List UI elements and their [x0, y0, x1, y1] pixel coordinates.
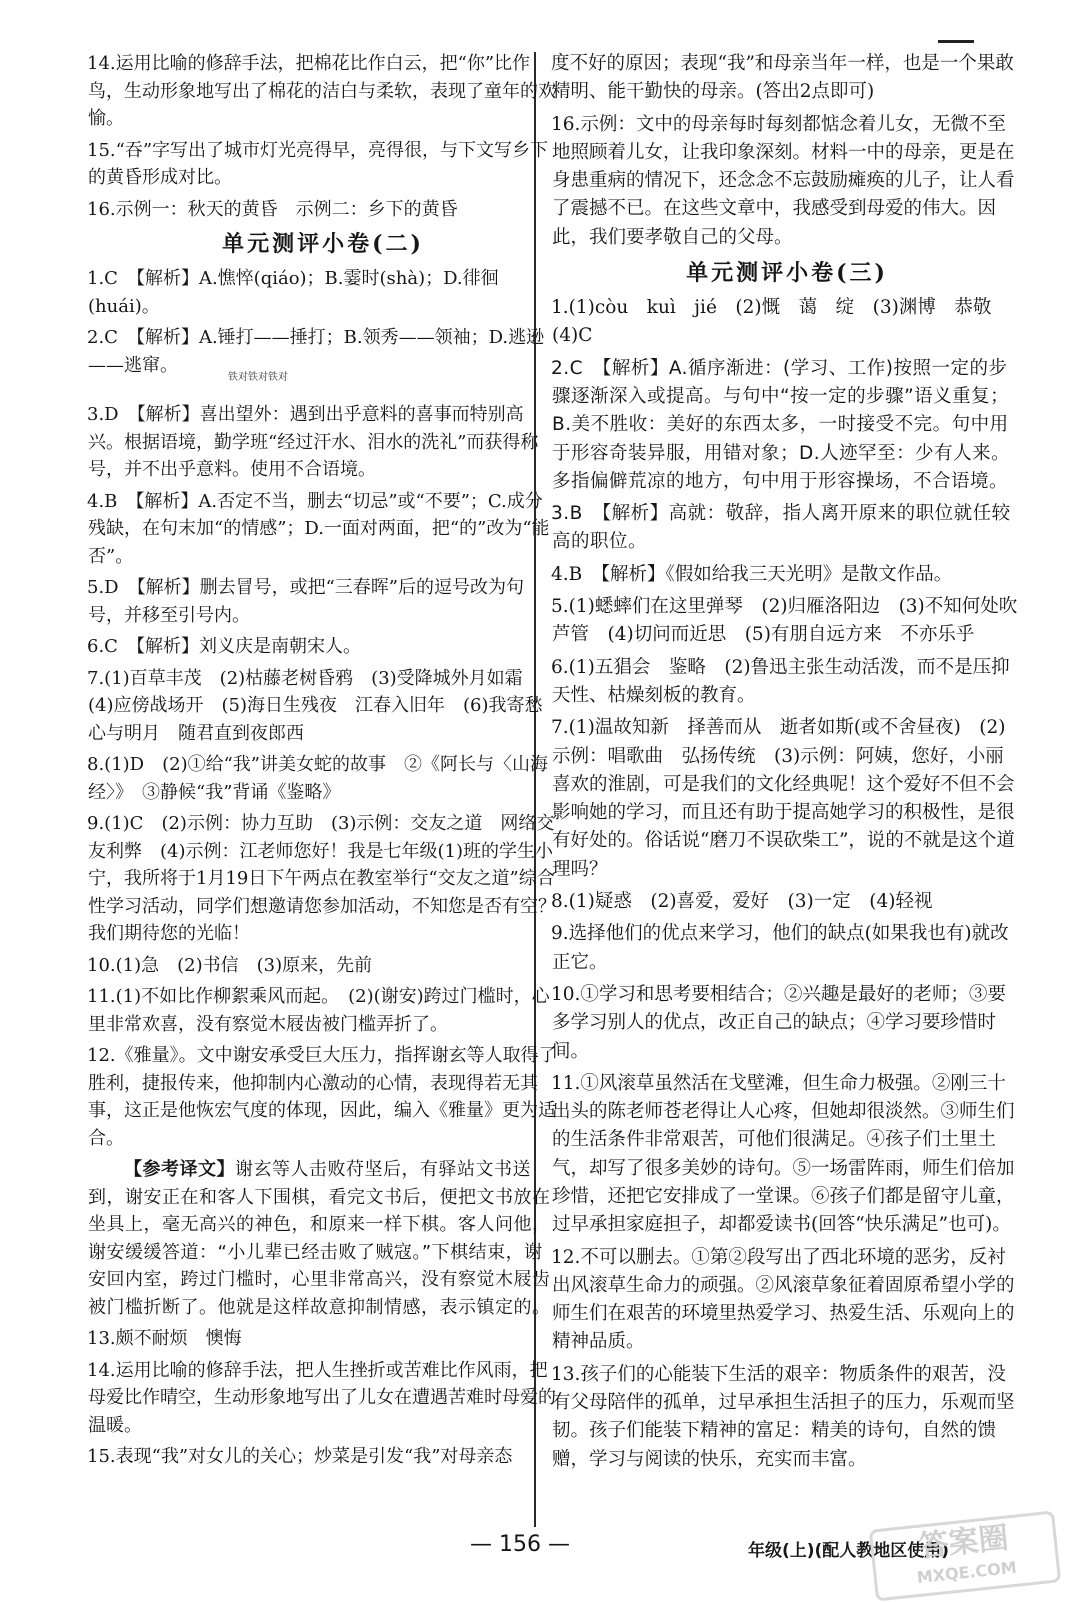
answer-14: 14.运用比喻的修辞手法，把棉花比作白云，把“你”比作鸟，生动形象地写出了棉花的洁白与柔软，表现了童年的欢愉。 [87, 53, 556, 129]
unit2-answer-3: 3.D 【解析】喜出望外：遇到出乎意料的喜事而特别高兴。根据语境，勤学班“经过汗水、泪水的洗礼”而获得称号，并不出乎意料。使用不合语境。 [87, 404, 539, 480]
unit2-answer-1: 1.C 【解析】A.憔悴(qiáo)；B.霎时(shà)；D.徘徊(huái)。 [87, 268, 499, 317]
unit3-answer-5: 5.(1)蟋蟀们在这里弹琴 (2)归雁洛阳边 (3)不知何处吹芦管 (4)切问而近思 (5)有朋自远方来 不亦乐乎 [551, 596, 1018, 646]
unit2-answer-9: 9.(1)C (2)示例：协力互助 (3)示例：交友之道 网络交友利弊 (4)示例：江老师您好！我是七年级(1)班的学生小宁，我所将于1月19日下午两点在教室举行“交友之道”综合性学习活动，同学们想邀请您参加活动，不知您是否有空？我们期待您的光临！ [87, 813, 556, 944]
watermark-url: MXQE.COM [915, 1557, 1018, 1588]
unit3-answer-2: 2.C 【解析】A.循序渐进：(学习、工作)按照一定的步骤逐渐深入或提高。与句中“按一定的步骤”语义重复；B.美不胜收：美好的东西太多，一时接受不完。句中用于形容奇装异服，用错对象；D.人迹罕至：少有人来。多指偏僻荒凉的地方，句中用于形容操场，不合语境。 [551, 357, 1011, 492]
unit2-answer-12: 12.《雅量》。文中谢安承受巨大压力，指挥谢玄等人取得了胜利，捷报传来，他抑制内心激动的心情，表现得若无其事，这正是他恢宏气度的体现，因此，编入《雅量》更为适合。 [87, 1045, 557, 1149]
unit2-answer-10: 10.(1)急 (2)书信 (3)原来，先前 [87, 954, 373, 976]
top-rule [938, 40, 974, 43]
unit3-answer-12: 12.不可以删去。①第②段写出了西北环境的恶劣，反衬出风滚草生命力的顽强。②风滚草象征着固原希望小学的师生们在艰苦的环境里热爱学习、热爱生活、乐观向上的精神品质。 [551, 1246, 1015, 1353]
watermark-text: 答案圈 [917, 1520, 1011, 1565]
unit2-answer-14: 14.运用比喻的修辞手法，把人生挫折或苦难比作风雨，把母爱比作晴空，生动形象地写出了儿女在遭遇苦难时母爱的温暖。 [87, 1359, 556, 1436]
watermark-logo [869, 1510, 1062, 1601]
unit2-answer-13: 13.颇不耐烦 懊悔 [87, 1328, 242, 1349]
unit2-answer-6: 6.C 【解析】刘义庆是南朝宋人。 [87, 636, 361, 657]
unit2-answer-4: 4.B 【解析】A.否定不当，删去“切忌”或“不要”；C.成分残缺，在句末加“的情感”；D.一面对两面，把“的”改为“能否”。 [87, 490, 550, 567]
section-heading-3: 单元测评小卷(三) [686, 260, 888, 287]
unit3-answer-11: 11.①风滚草虽然活在戈壁滩，但生命力极强。②刚三十出头的陈老师苍老得让人心疼，但她却很淡然。③师生们的生活条件非常艰苦，可他们很满足。④孩子们土里土气，却写了很多美妙的诗句。⑤一场雷阵雨，师生们倍加珍惜，还把它安排成了一堂课。⑥孩子们都是留守儿童，过早承担家庭担子，却都爱读书(回答“快乐满足”也可)。 [551, 1072, 1015, 1236]
answer-16: 16.示例一：秋天的黄昏 示例二：乡下的黄昏 [87, 198, 458, 220]
unit3-answer-1: 1.(1)còu kuì jié (2)慨 蔼 绽 (3)渊博 恭敬 (4)C [551, 297, 1010, 347]
unit2-answer-15: 15.表现“我”对女儿的关心；炒菜是引发“我”对母亲态 [87, 1446, 513, 1467]
answer-16-example: 16.示例：文中的母亲每时每刻都惦念着儿女，无微不至地照顾着儿女，让我印象深刻。材料一中的母亲，更是在身患重病的情况下，还念念不忘鼓励瘫痪的儿子，让人看了震撼不已。在这些文章中，我感受到母爱的伟大。因此，我们要孝敬自己的父母。 [551, 113, 1015, 248]
unit3-answer-3: 3.B 【解析】高就：敬辞，指人离开原来的职位就任较高的职位。 [551, 503, 1011, 553]
unit3-answer-13: 13.孩子们的心能装下生活的艰辛：物质条件的艰苦，没有父母陪伴的孤单，过早承担生活担子的压力，乐观而坚韧。孩子们能装下精神的富足：精美的诗句，自然的馈赠，学习与阅读的快乐，充实而丰富。 [551, 1363, 1015, 1470]
unit3-answer-10: 10.①学习和思考要相结合；②兴趣是最好的老师；③要多学习别人的优点，改正自己的缺点；④学习要珍惜时间。 [551, 983, 1006, 1062]
unit2-answer-8: 8.(1)D (2)①给“我”讲美女蛇的故事 ②《阿长与〈山海经〉》 ③静候“我”背诵《鉴略》 [87, 754, 549, 803]
page-number: — 156 — [470, 1532, 570, 1557]
unit2-answer-5: 5.D 【解析】删去冒号，或把“三春晖”后的逗号改为句号，并移至引号内。 [87, 577, 525, 626]
translation-text: 谢玄等人击败苻坚后，有驿站文书送到，谢安正在和客人下围棋，看完文书后，便把文书放在坐具上，毫无高兴的神色，和原来一样下棋。客人问他，谢安缓缓答道：“小儿辈已经击败了贼寇。”下棋结束，谢安回内室，跨过门槛时，心里非常高兴，没有察觉木屐齿被门槛折断了。他就是这样故意抑制情感，表示镇定的。 [88, 1159, 551, 1318]
answer-15: 15.“吞”字写出了城市灯光亮得早，亮得很，与下文写乡下的黄昏形成对比。 [87, 139, 549, 188]
unit2-answer-11: 11.(1)不如比作柳絮乘风而起。 (2)(谢安)跨过门槛时，心里非常欢喜，没有察觉木屐齿被门槛弄折了。 [87, 986, 550, 1035]
unit3-answer-6: 6.(1)五猖会 鉴略 (2)鲁迅主张生动活泼，而不是压抑天性、枯燥刻板的教育。 [551, 656, 1010, 706]
unit3-answer-8: 8.(1)疑惑 (2)喜爱，爱好 (3)一定 (4)轻视 [551, 891, 933, 913]
unit2-answer-2: 2.C 【解析】A.锤打——捶打；B.领秀——领袖；D.逃逊——逃窜。 [87, 327, 545, 376]
unit3-answer-4: 4.B 【解析】《假如给我三天光明》是散文作品。 [551, 563, 953, 585]
reference-translation [88, 1156, 558, 1321]
margin-scribble: 铁对铁对铁对 [228, 372, 288, 383]
left-column [88, 50, 558, 1471]
unit3-answer-7: 7.(1)温故知新 择善而从 逝者如斯(或不舍昼夜) (2)示例：唱歌曲 弘扬传统 (3)示例：阿姨，您好，小丽喜欢的淮剧，可是我们的文化经典呢！这个爱好不但不会影响她的学习，而且还有助于提高她学习的积极性，是很有好处的。俗话说“磨刀不误砍柴工”，说的不就是这个道理吗？ [551, 717, 1015, 880]
answer-15-continued: 度不好的原因；表现“我”和母亲当年一样，也是一个果敢精明、能干勤快的母亲。(答出2点即可) [551, 53, 1014, 103]
right-column [552, 50, 1022, 1474]
edition-label: 年级(上)(配人教地区使用) [748, 1541, 950, 1561]
unit2-answer-7: 7.(1)百草丰茂 (2)枯藤老树昏鸦 (3)受降城外月如霜 (4)应傍战场开 (5)海日生残夜 江春入旧年 (6)我寄愁心与明月 随君直到夜郎西 [87, 667, 543, 744]
section-heading-2: 单元测评小卷(二) [222, 231, 424, 257]
translation-tag: 【参考译文】 [124, 1159, 235, 1180]
unit3-answer-9: 9.选择他们的优点来学习，他们的缺点(如果我也有)就改正它。 [551, 923, 1009, 973]
